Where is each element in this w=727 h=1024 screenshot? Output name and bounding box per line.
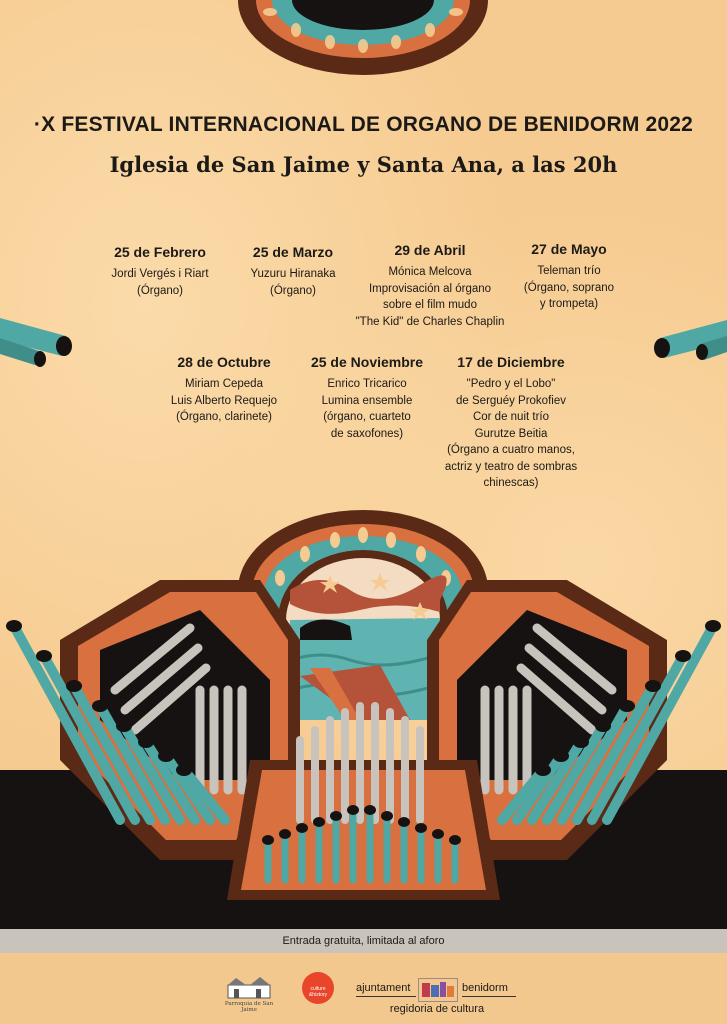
organ-illustration (0, 510, 727, 929)
event-line: Enrico Tricarico (327, 378, 407, 390)
event-line: actriz y teatro de sombras (444, 460, 578, 473)
culture-history-logo (302, 972, 334, 1004)
event-line: "Pedro y el Lobo" (466, 378, 556, 390)
event-line: "The Kid" de Charles Chaplin (355, 315, 505, 328)
festival-title: ·X FESTIVAL INTERNACIONAL DE ORGANO DE BENIDORM 2022 (33, 113, 694, 136)
event-line: Yuzuru Hiranaka (250, 268, 336, 280)
logo-divider (356, 996, 416, 997)
event-date: 29 de Abril (394, 242, 466, 258)
event-line: Gurutze Beitia (474, 427, 548, 440)
event-card (156, 353, 292, 426)
event-card (228, 243, 358, 299)
parish-logo (218, 975, 280, 1013)
regidoria-label: regidoria de cultura (389, 1003, 485, 1015)
entry-notice-bar (0, 929, 727, 953)
logo-divider (462, 996, 516, 997)
event-line: sobre el film mudo (383, 299, 477, 311)
event-line: de Serguéy Prokofiev (456, 394, 566, 407)
church-icon (226, 975, 272, 999)
event-line: Jordi Vergés i Riart (111, 268, 209, 280)
right-side-pipes (654, 320, 727, 360)
ajuntament-label: ajuntament (356, 982, 411, 994)
event-card (95, 243, 225, 299)
event-line: Teleman trío (537, 265, 601, 277)
event-date: 25 de Febrero (114, 244, 206, 260)
event-card (349, 241, 511, 330)
event-date: 25 de Marzo (252, 244, 334, 260)
event-line: Mónica Melcova (388, 266, 472, 278)
event-line: Improvisación al órgano (368, 282, 492, 295)
event-line: (Órgano, soprano (523, 281, 615, 294)
entry-notice: Entrada gratuita, limitada al aforo (282, 935, 445, 947)
event-line: Lumina ensemble (321, 394, 413, 407)
parish-name: Parroquia de San Jaime (224, 1001, 274, 1013)
event-line: Luis Alberto Requejo (170, 394, 278, 407)
event-line: (Órgano a cuatro manos, (447, 444, 575, 456)
benidorm-label: benidorm (462, 982, 508, 994)
event-date: 28 de Octubre (177, 354, 271, 370)
event-line: Cor de nuit trío (472, 411, 550, 423)
top-rose-window (238, 0, 488, 75)
benidorm-emblem-icon (418, 978, 458, 1002)
event-line: chinescas) (483, 477, 539, 489)
event-line: Miriam Cepeda (185, 378, 263, 390)
event-date: 25 de Noviembre (310, 354, 424, 370)
venue-subtitle: Iglesia de San Jaime y Santa Ana, a las 20h (109, 152, 618, 177)
event-line: (órgano, cuarteto (323, 411, 411, 423)
event-card (299, 353, 435, 442)
history-label: &history (308, 992, 328, 998)
event-line: de saxofones) (330, 427, 404, 440)
event-line: (Órgano) (136, 284, 184, 297)
event-date: 17 de Diciembre (457, 354, 565, 370)
culture-label: culture (310, 986, 326, 992)
event-card (504, 240, 634, 313)
event-card (435, 353, 587, 492)
event-line: (Órgano, clarinete) (176, 411, 272, 423)
event-line: y trompeta) (539, 298, 599, 310)
ajuntament-benidorm-logo (352, 976, 522, 1016)
event-line: (Órgano) (269, 284, 317, 297)
left-side-pipes (0, 318, 72, 367)
event-date: 27 de Mayo (531, 241, 607, 257)
